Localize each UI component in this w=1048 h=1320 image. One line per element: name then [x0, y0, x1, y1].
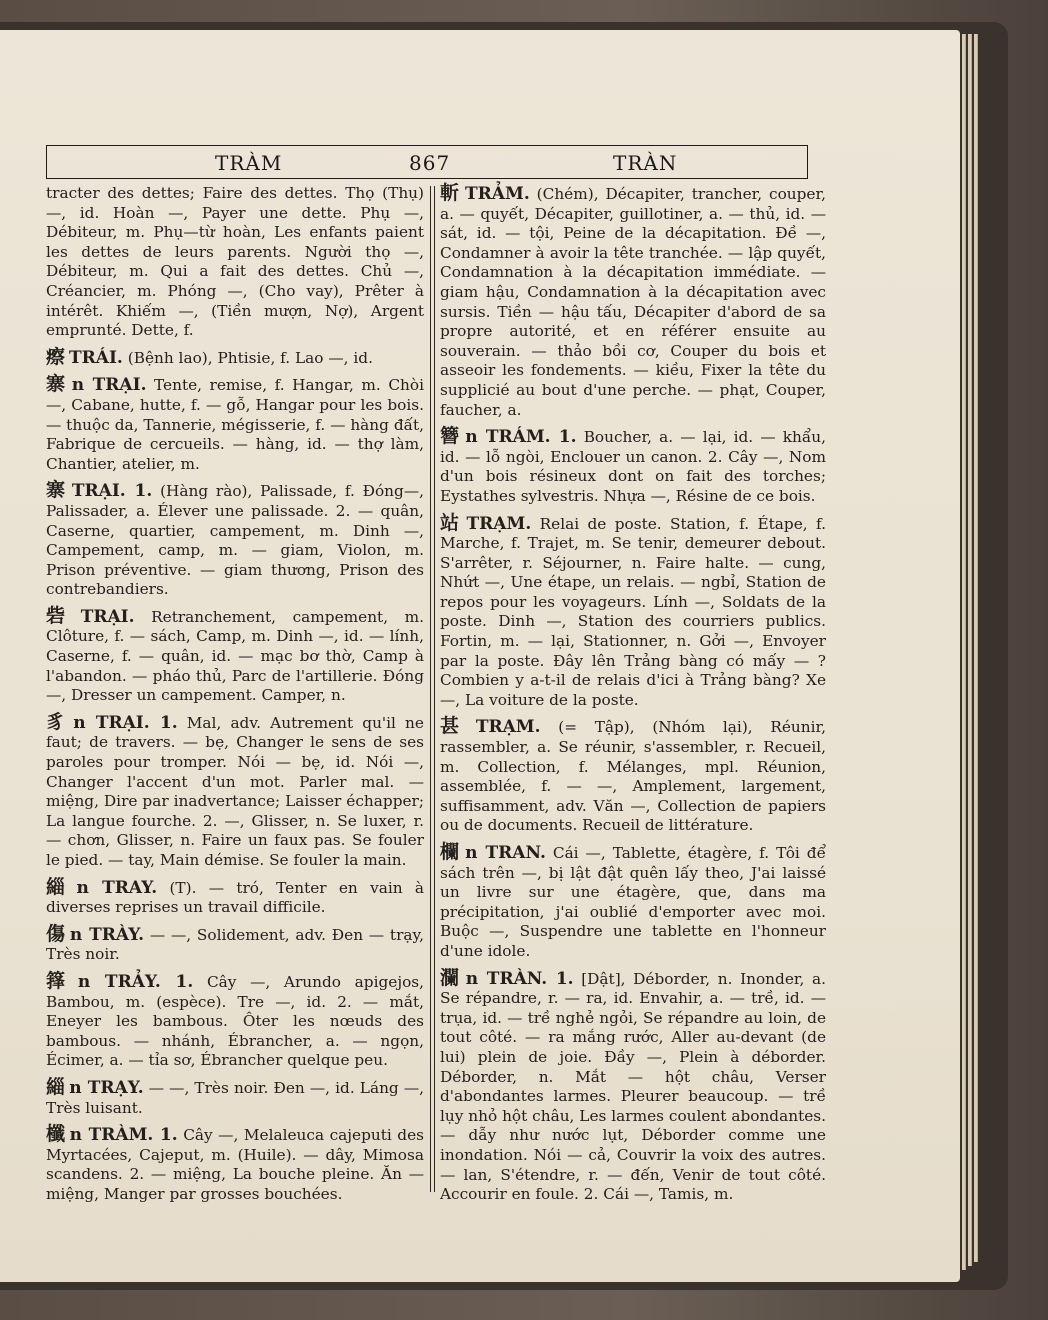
column-divider [434, 186, 435, 1192]
header-left-word: TRÀM [215, 151, 283, 175]
page-edges [974, 34, 978, 1262]
entry: 瘵 TRÁI. (Bệnh lao), Phtisie, f. Lao —, id. [46, 345, 373, 368]
page-edges [962, 34, 966, 1270]
entry: 瀾 n TRÀN. 1. [Dật], Déborder, n. Inonder, a. Se répandre, r. — ra, id. Envahir, a. — trề, id. — trụa, id. — trề nghẻ ngỏi, Se répandre au loin, de tout côté. — ra mắng rước, Aller au-devant (de lui) plein de joie. Đầy —, Plein à déborder. Déborder, n. Mắt — hột châu, Verser d'abondantes larmes. Pleurer beaucoup. — trề lụy nhỏ hột châu, Les larmes coulent abondantes. — dẫy như nước lụt, Déborder comme une inondation. Nói — cả, Couvrir la voix des autres. — lan, S'étendre, r. — đến, Venir de tout côté. Accourir en foule. 2. Cái —, Tamis, m. [440, 966, 826, 1204]
header-right-word: TRÀN [613, 151, 678, 175]
entry: 櫼 n TRÀM. 1. Cây —, Melaleuca cajeputi des Myrtacées, Cajeput, m. (Huile). — dây, Mimosa scandens. 2. — miệng, La bouche pleine. Ăn — miệng, Manger par grosses bouchées. [46, 1123, 424, 1203]
entry: 寨 n TRẠI. Tente, remise, f. Hangar, m. Chòi —, Cabane, hutte, f. — gỗ, Hangar pour les bois. — thuộc da, Tannerie, mégisserie, f. — hàng đất, Fabrique de cercueils. — hàng, id. — thợ làm, Chantier, atelier, m. [46, 373, 424, 473]
entry: 緇 n TRAY. (T). — tró, Tenter en vain à diverses reprises un travail difficile. [46, 875, 424, 917]
entry: 簪 n TRÁM. 1. Boucher, a. — lại, id. — khẩu, id. — lỗ ngòi, Enclouer un canon. 2. Cây —, Nom d'un bois résineux dont on fait des torches; Eystathes sylvestris. Nhựa —, Résine de ce bois. [440, 425, 826, 505]
entry: 欄 n TRAN. Cái —, Tablette, étagère, f. Tôi để sách trên —, bị lật đật quên lấy theo, J'ai laissé un livre sur une étagère, que, dans ma précipitation, j'ai oublié d'emporter avec moi. Buộc —, Suspendre une tablette en l'honneur d'une idole. [440, 841, 826, 960]
entry: 箨 n TRẢY. 1. Cây —, Arundo apigejos, Bambou, m. (espèce). Tre —, id. 2. — mắt, Eneyer les bambous. Ôter les nœuds des bambous. — nhánh, Ébrancher, a. — ngọn, Écimer, a. — tỉa sơ, Ébrancher quelque peu. [46, 969, 424, 1070]
entry: 甚 TRẠM. (= Tập), (Nhóm lại), Réunir, rassembler, a. Se réunir, s'assembler, r. Recueil, m. Collection, f. Mélanges, mpl. Réunion, assemblée, f. — —, Amplement, largement, suffisamment, adv. Văn —, Collection de papiers ou de documents. Recueil de littérature. [440, 715, 826, 835]
running-header [46, 145, 808, 179]
entry: 傷 n TRÀY. — —, Solidement, adv. Đen — trạy, Très noir. [46, 922, 424, 964]
entry: 寨 TRẠI. 1. (Hàng rào), Palissade, f. Đóng—, Palissader, a. Élever une palissade. 2. — quân, Caserne, quartier, campement, m. Dinh —, Campement, camp, m. — giam, Violon, m. Prison préventive. — giam thương, Prison des contrebandiers. [46, 479, 424, 599]
entry: 斬 TRẢM. (Chém), Décapiter, trancher, couper, a. — quyết, Décapiter, guillotiner, a. — thủ, id. — sát, id. — tội, Peine de la décapitation. Đề —, Condamner à avoir la tête tranchée. — lập quyết, Condamnation à la décapitation immédiate. — giam hậu, Condamnation à la décapitation avec sursis. Tiền — hậu tấu, Décapiter d'abord de sa propre autorité, et en référer ensuite au souverain. — thảo bồi cơ, Couper du bois et asseoir les fondements. — kiều, Fixer la tête du supplicié au bout d'une perche. — phạt, Couper, faucher, a. [440, 182, 826, 419]
entry: 站 TRẠM. Relai de poste. Station, f. Étape, f. Marche, f. Trajet, m. Se tenir, demeurer debout. S'arrêter, r. Séjourner, n. Faire halte. — cung, Nhứt —, Une étape, un relais. — ngbỉ, Station de repos pour les voyageurs. Lính —, Soldats de la poste. Dinh —, Station des courriers publics. Fortin, m. — lại, Stationner, n. Gởi —, Envoyer par la poste. Đây lên Trảng bàng có mấy — ? Combien y a-t-il de relais d'ici à Trảng bàng? Xe —, La voiture de la poste. [440, 511, 826, 709]
entry: 緇 n TRẠY. — —, Très noir. Đen —, id. Láng —, Très luisant. [46, 1075, 424, 1117]
page-edges [968, 34, 972, 1266]
page-number: 867 [409, 151, 451, 175]
left-column [46, 184, 424, 1205]
entry: 豸 n TRẠI. 1. Mal, adv. Autrement qu'il ne faut; de travers. — bẹ, Changer le sens de ses paroles pour tromper. Nói — bẹ, id. Nói —, Changer l'accent d'un mot. Parler mal. — miệng, Dire par inadvertance; Laisser échapper; La langue fourche. 2. —, Glisser, n. Se luxer, r. — chơn, Glisser, n. Faire un faux pas. Se fouler le pied. — tay, Main démise. Se fouler la main. [46, 710, 424, 869]
column-divider [430, 186, 431, 1192]
entry-continuation: tracter des dettes; Faire des dettes. Thọ (Thụ) —, id. Hoàn —, Payer une dette. Phụ —, Débiteur, m. Phụ—từ hoàn, Les enfants paient les dettes de leurs parents. Người thọ —, Débiteur, m. Qui a fait des dettes. Chủ —, Créancier, m. Phóng —, (Cho vay), Prêter à intérêt. Khiếm —, (Tiền mượn, Nợ), Argent emprunté. Dette, f. [46, 184, 424, 340]
right-column [440, 184, 826, 1205]
entry: 砦 TRẠI. Retranchement, campement, m. Clôture, f. — sách, Camp, m. Dinh —, id. — lính, Caserne, f. — quân, id. — mạc bơ thờ, Camp à l'abandon. — pháo thủ, Parc de l'artillerie. Đóng —, Dresser un campement. Camper, n. [46, 604, 424, 705]
